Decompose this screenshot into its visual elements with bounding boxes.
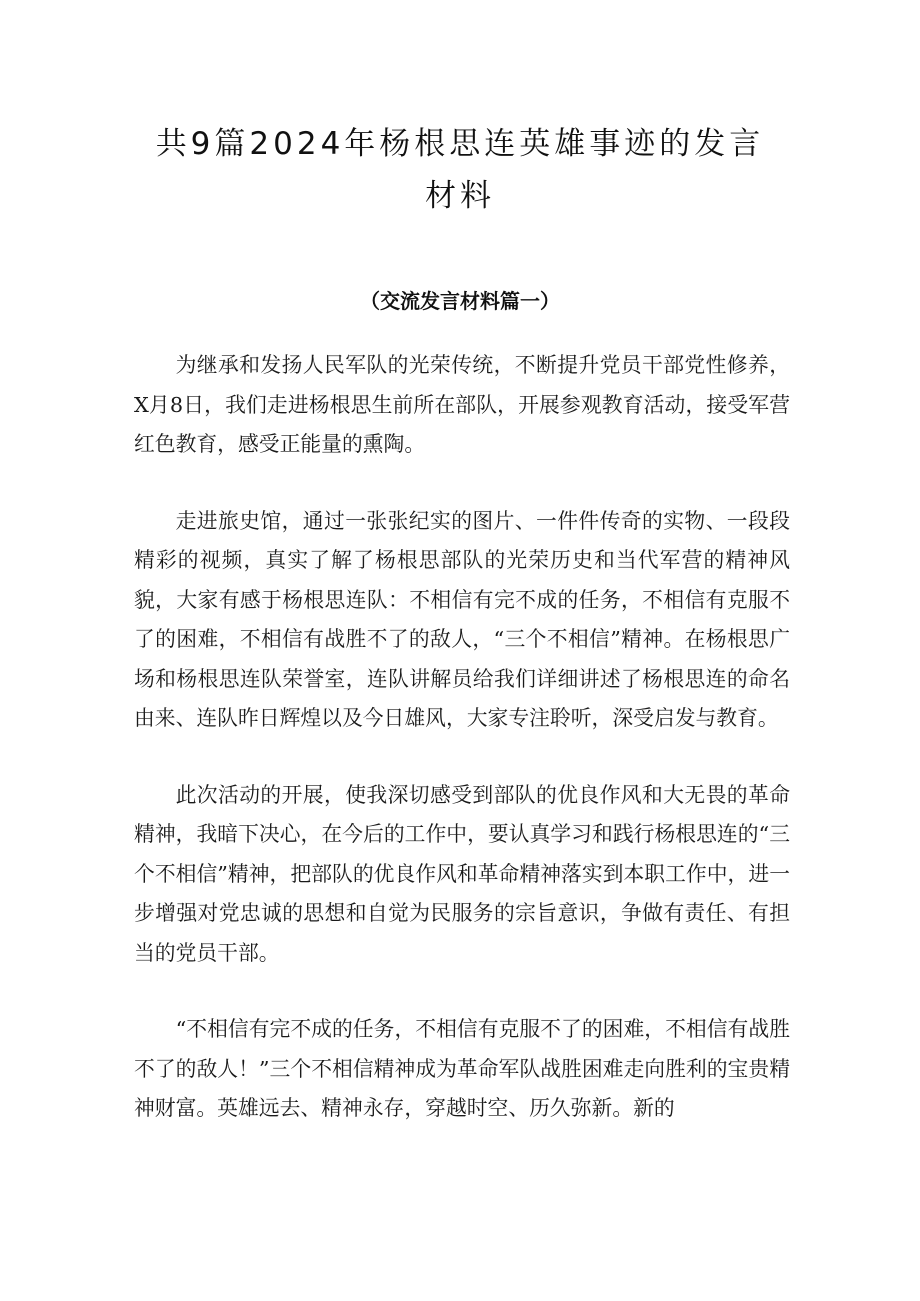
paragraph: “不相信有完不成的任务，不相信有克服不了的困难，不相信有战胜不了的敌人！”三个不相信精神成为革命军队战胜困难走向胜利的宝贵精神财富。英雄远去、精神永存，穿越时空、历久弥新。新的 [134,1017,790,1120]
document-title: 共9篇2024年杨根思连英雄事迹的发言材料 [155,126,765,214]
paragraph: 走进旅史馆，通过一张张纪实的图片、一件件传奇的实物、一段段精彩的视频，真实了解了杨根思部队的光荣历史和当代军营的精神风貌，大家有感于杨根思连队：不相信有完不成的任务，不相信有克服不了的困难，不相信有战胜不了的敌人，“三个不相信”精神。在杨根思广场和杨根思连队荣誉室，连队讲解员给我们详细讲述了杨根思连的命名由来、连队昨日辉煌以及今日雄风，大家专注聆听，深受启发与教育。 [134,508,790,730]
paragraph: 此次活动的开展，使我深切感受到部队的优良作风和大无畏的革命精神，我暗下决心，在今后的工作中，要认真学习和践行杨根思连的“三个不相信”精神，把部队的优良作风和革命精神落实到本职工作中，进一步增强对党忠诚的思想和自觉为民服务的宗旨意识，争做有责任、有担当的党员干部。 [134,782,790,965]
paragraph: 为继承和发扬人民军队的光荣传统，不断提升党员干部党性修养，X月8日，我们走进杨根思生前所在部队，开展参观教育活动，接受军营红色教育，感受正能量的熏陶。 [134,353,790,456]
document-body [134,346,790,1166]
section-heading: （交流发言材料篇一） [360,289,560,313]
